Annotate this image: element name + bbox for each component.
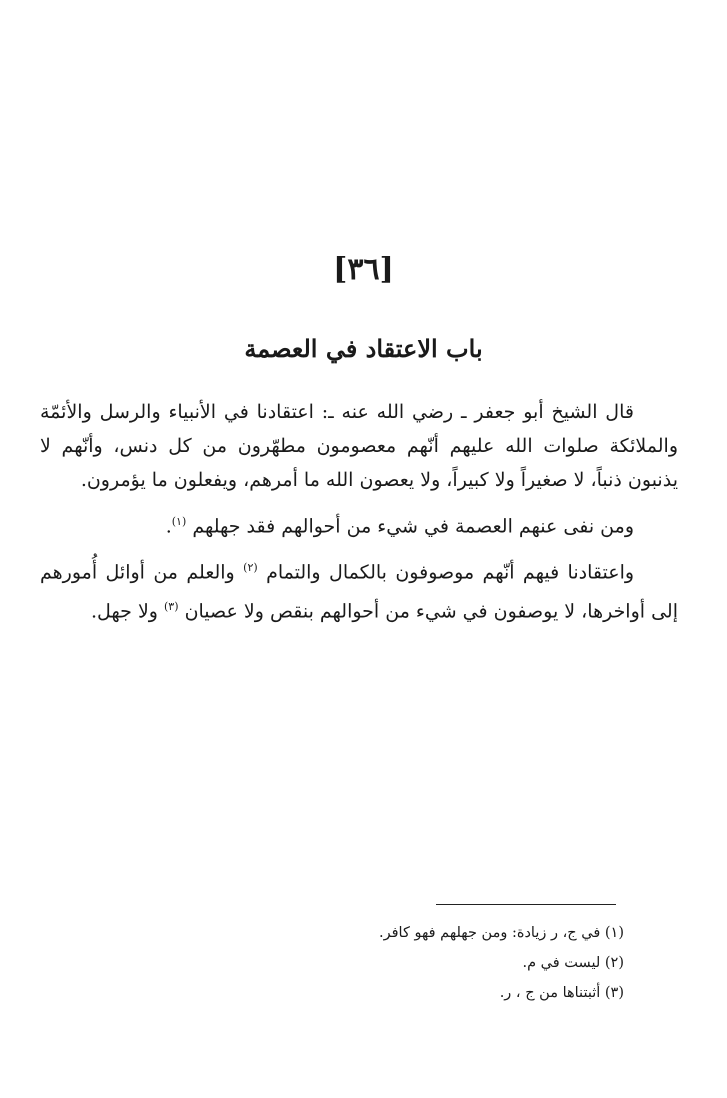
footnote-1: (١) في ج، ر زيادة: ومن جهلهم فهو كافر. xyxy=(378,925,624,941)
paragraph-1 xyxy=(40,395,678,497)
footnote-ref: (١) xyxy=(171,515,187,528)
footnote-ref: (٢) xyxy=(243,561,258,575)
chapter-title: باب الاعتقاد في العصمة xyxy=(244,334,483,363)
chapter-number: [٣٦] xyxy=(333,252,394,287)
paragraph-3 xyxy=(40,551,678,628)
footnote-2: (٢) ليست في م. xyxy=(522,955,624,971)
paragraph-text: ولا جهل. xyxy=(90,599,158,622)
footnote-divider xyxy=(436,904,616,905)
body-text xyxy=(40,395,678,628)
paragraph-text: . xyxy=(165,515,172,538)
paragraph-text: ومن نفى عنهم العصمة في شيء من أحوالهم فقد جهلهم xyxy=(192,515,634,538)
paragraph-text: والعلم من أوائل أُمورهم إلى أواخرها، لا يوصفون في شيء من أحوالهم بنقص ولا عصيان xyxy=(40,561,678,622)
footnote-3: (٣) أثبتناها من ج ، ر. xyxy=(499,985,624,1001)
footnote-ref: (٣) xyxy=(164,599,179,613)
footnotes xyxy=(300,918,624,1008)
paragraph-2 xyxy=(40,505,678,543)
paragraph-text: قال الشيخ أبو جعفر ـ رضي الله عنه ـ: اعتقادنا في الأنبياء والرسل والأئمّة والملائكة صلوات الله عليهم أنّهم معصومون مطهّرون من كل دنس، وأنّهم لا يذنبون ذنباً، لا صغيراً ولا كبيراً، ولا يعصون الله ما أمرهم، ويفعلون ما يؤمرون. xyxy=(40,401,678,491)
paragraph-text: واعتقادنا فيهم أنّهم موصوفون بالكمال والتمام xyxy=(266,561,635,584)
